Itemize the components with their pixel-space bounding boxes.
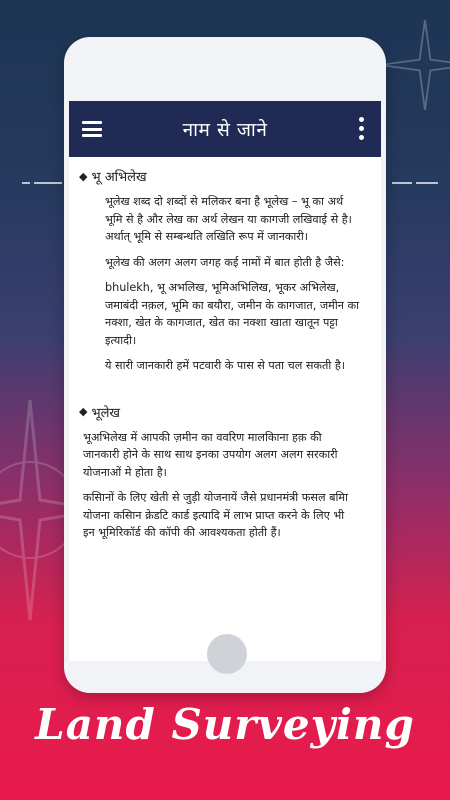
article-content [69,157,381,542]
paragraph: कसिानों के लिए खेती से जुड़ी योजनायें जैसे प्रधानमंत्री फसल बमिा योजना कसिान क्रेडटि कार्ड इत्यादि में लाभ प्राप्त करने के लिए भी इन भूमिरिकॉर्ड की कॉपी की आवश्यकता होती हैं। [83,491,348,539]
section-heading [79,403,367,421]
hamburger-menu-icon[interactable] [82,121,102,137]
more-options-icon[interactable] [359,117,365,143]
page-title: नाम से जाने [182,119,268,141]
home-button[interactable] [207,634,247,674]
section-heading-text: भूलेख [91,405,121,421]
decorative-dash [22,182,30,184]
compass-rose-icon [380,20,450,110]
section-heading [79,167,367,185]
promo-banner-text: Land Surveying [35,700,415,749]
diamond-bullet-icon: ◆ [79,405,88,418]
decorative-dash [392,182,412,184]
section-heading-text: भू अभिलेख [91,170,147,185]
paragraph: ये सारी जानकारी हमें पटवारी के पास से पता चल सकती है। [105,359,346,372]
paragraph: भूलेख शब्द दो शब्दों से मलिकर बना है भूलेख – भू का अर्थ भूमि से है और लेख का अर्थ लेखन या कागजी लखिवाई से है। अर्थात् भूमि से सम्बन्धति लखिति रूप में जानकारी। [105,195,352,243]
diamond-bullet-icon: ◆ [79,169,88,183]
paragraph: भूअभिलेख में आपकी ज़मीन का ववरिण मालकिाना हक़ की जानकारी होने के साथ साथ इनका उपयोग अलग अलग सरकारी योजनाओं मे होता है। [83,430,338,479]
phone-screen [69,101,381,661]
decorative-dash [34,182,62,184]
phone-frame [64,37,386,693]
decorative-dash [416,182,438,184]
app-bar [69,101,381,157]
paragraph: भूलेख की अलग अलग जगह कई नामों में बात होती है जैसे: [105,255,345,269]
paragraph: bhulekh, भू अभलिख, भूमिअभिलिख, भूकर अभिलेख, जमाबंदी नक़ल, भूमि का बयौरा, जमीन के कागजात, जमीन का नक्शा, खेत के कागजात, खेत का नक्शा खाता खातून पट्टा इत्यादी। [105,281,360,347]
